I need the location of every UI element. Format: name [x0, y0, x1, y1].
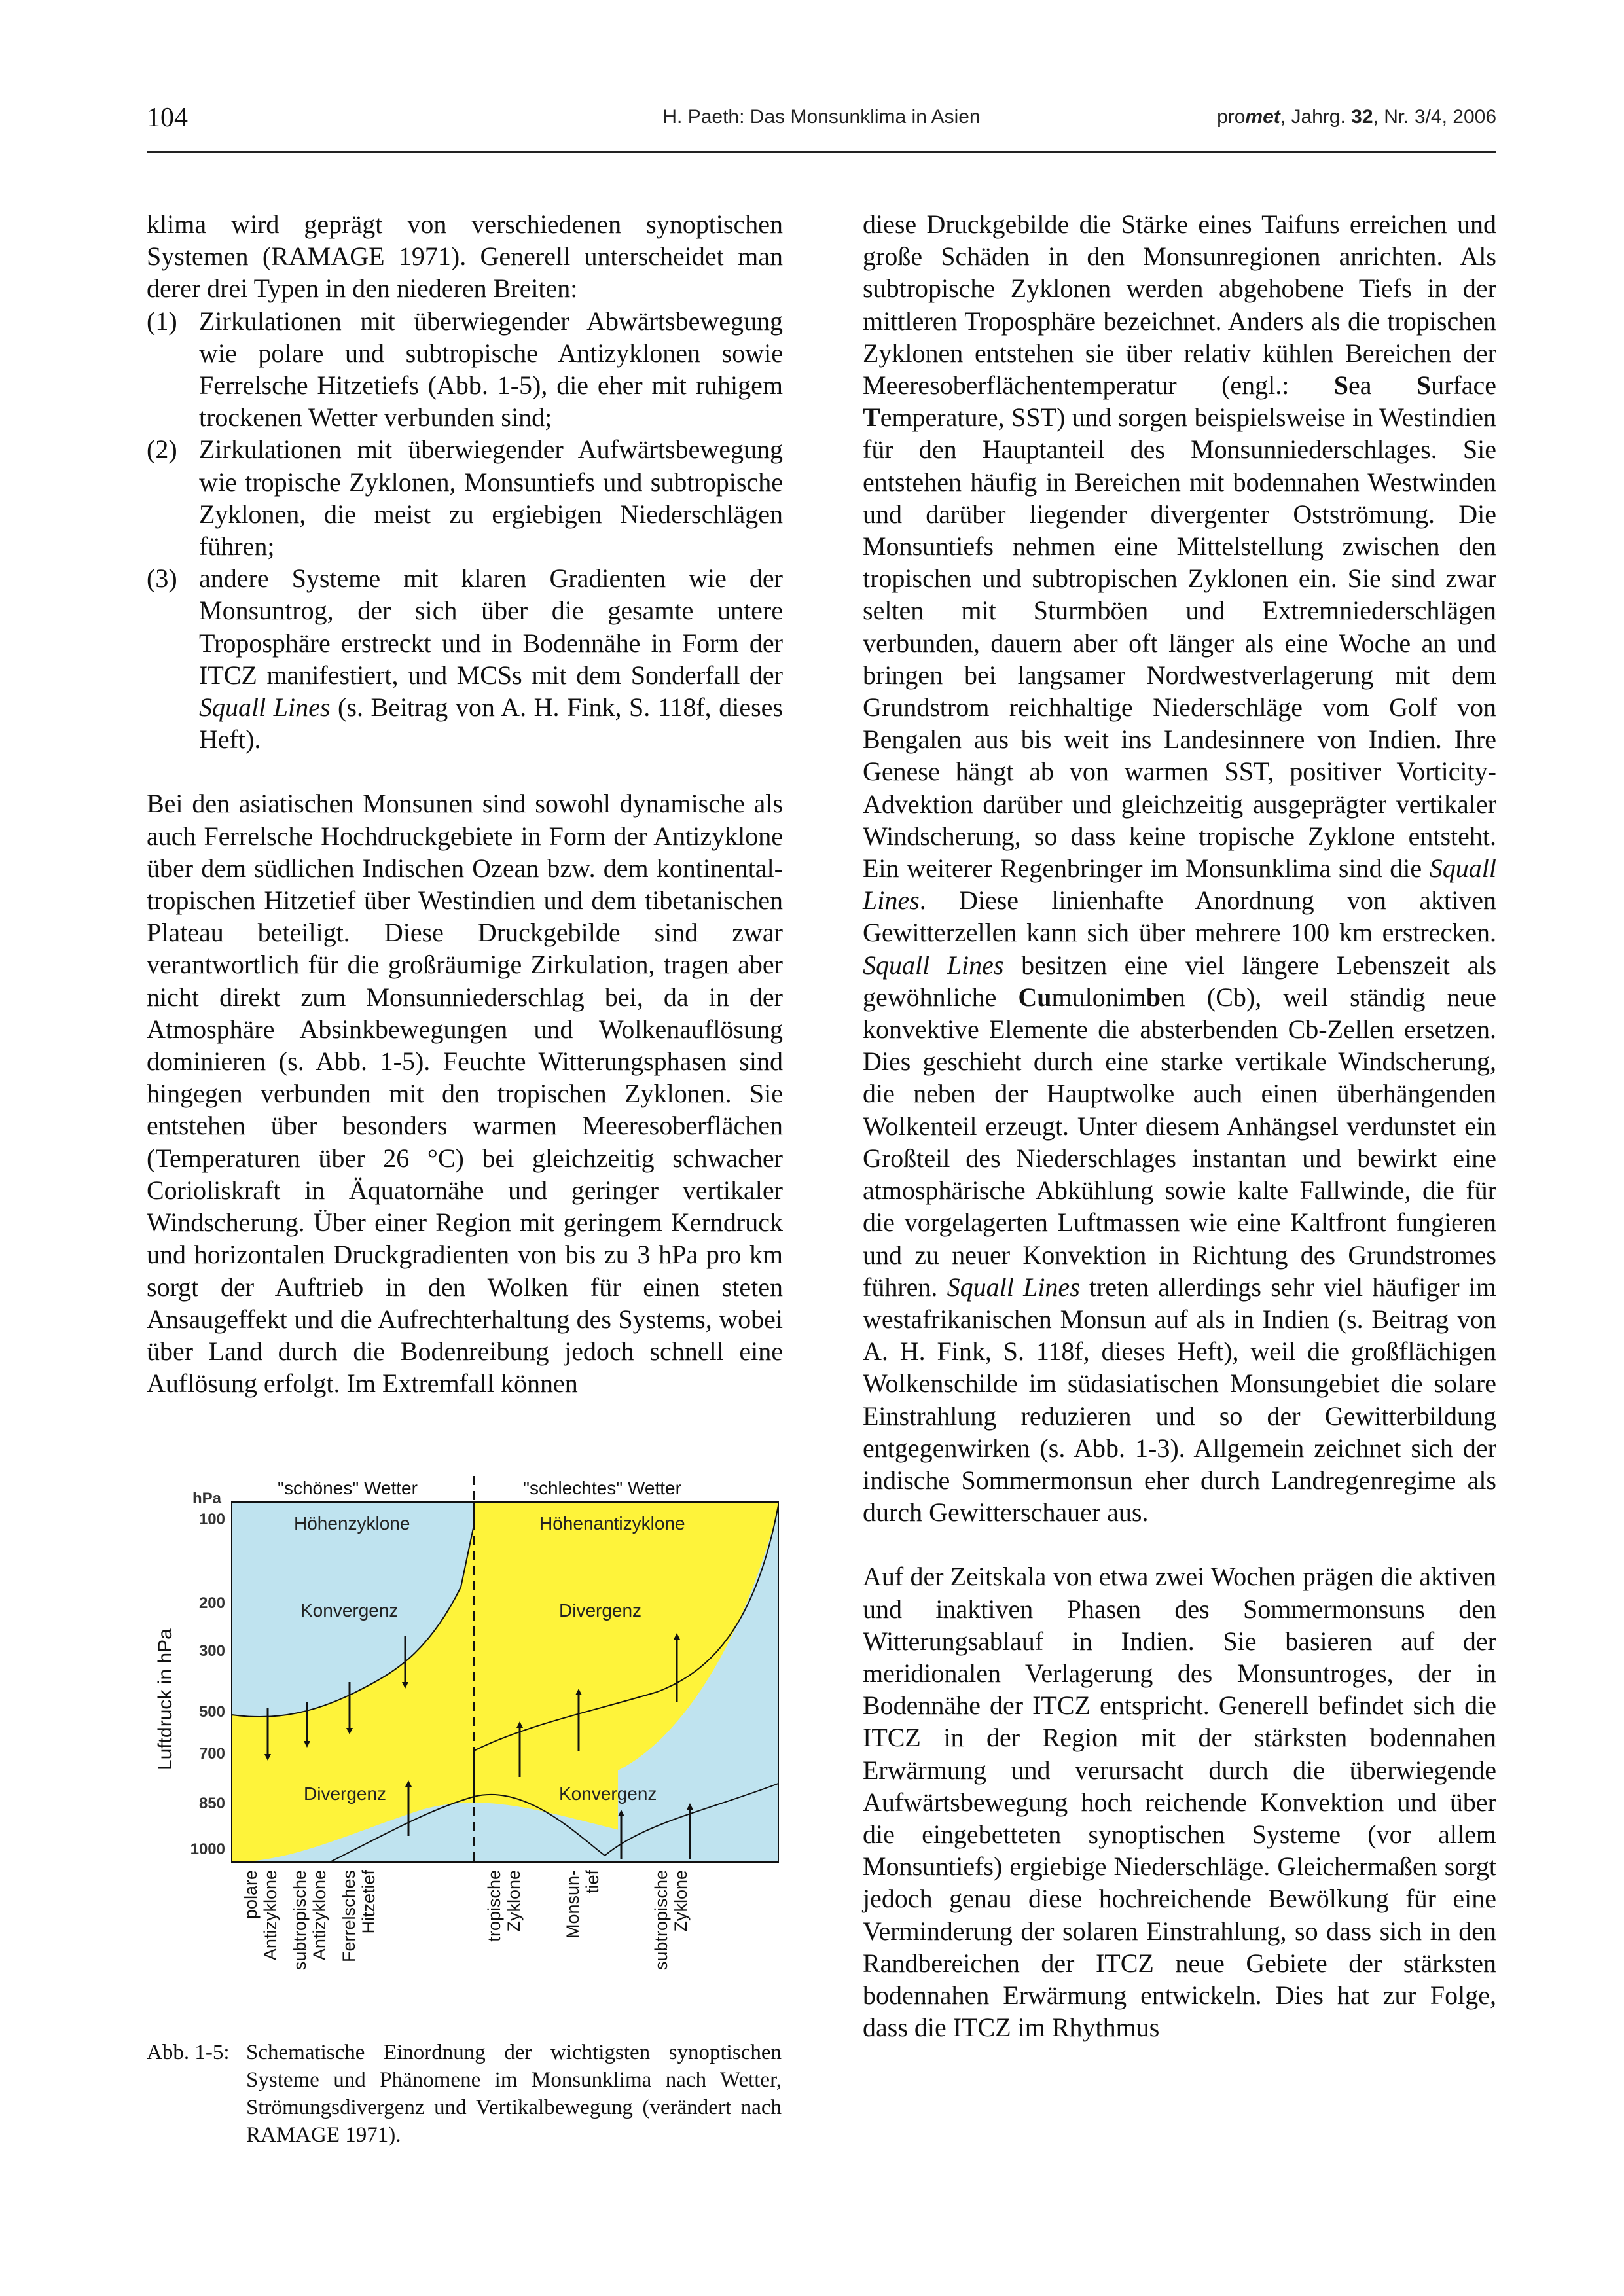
x-label-line2: Zyklone	[671, 1870, 691, 1932]
figure-caption	[147, 2039, 782, 2149]
x-label-line2: Hitzetief	[359, 1870, 378, 1934]
left-paragraph-2: Bei den asiatischen Monsunen sind sowohl dynamische als auch Ferrelsche Hochdruckgebiete in Form der Antizyklone über dem südlichen Indischen Ozean bzw. dem kontinental-tropischen Hitzetief über Westindien und dem tibetanischen Plateau beteiligt. Diese Druckgebilde sind zwar verantwortlich für die großräumige Zirkulation, tragen aber nicht direkt zum Monsunniederschlag bei, da in der Atmosphäre Absinkbewegungen und Wolkenauflösung dominieren (s. Abb. 1-5). Feuchte Witterungsphasen sind hingegen verbunden mit den tropischen Zyklonen. Sie entstehen über besonders warmen Meeresoberflächen (Temperaturen über 26 °C) bei gleichzeitig schwacher Corioliskraft in Äquatornähe und geringer vertikaler Windscherung. Über einer Region mit geringem Kerndruck und horizontalen Druckgradienten von bis zu 3 hPa pro km sorgt der Auftrieb in den Wolken für einen steten Ansaugeffekt und die Aufrechterhaltung des Systems, wobei über Land durch die Bodenreibung jedoch schnell eine Auflösung erfolgt. Im Extremfall können	[147, 789, 783, 1399]
divergenz-bottom-label: Divergenz	[304, 1784, 387, 1804]
y-tick: 850	[198, 1795, 225, 1812]
list-item: (2) Zirkulationen mit überwiegender Aufwärtsbewegung wie tropische Zyklonen, Monsuntiefs und subtropische Zyklonen, die meist zu ergiebigen Niederschlägen führen;	[147, 435, 783, 562]
right-column	[863, 208, 1496, 2043]
schlechtes-wetter-label: "schlechtes" Wetter	[523, 1478, 681, 1498]
x-label-line1: polare	[241, 1870, 261, 1920]
y-axis-label: Luftdruck in hPa	[154, 1628, 176, 1770]
divergenz-top-label: Divergenz	[559, 1600, 642, 1621]
x-label-line1: tropische	[484, 1870, 504, 1942]
konvergenz-bottom-label: Konvergenz	[559, 1784, 657, 1804]
left-intro-paragraph: klima wird geprägt von verschiedenen synoptischen Systemen (RAMAGE 1971). Generell unterscheidet man derer drei Typen in den niederen Breiten:	[147, 209, 783, 304]
y-unit-label: hPa	[192, 1490, 222, 1507]
left-column	[147, 208, 783, 1399]
page-header	[147, 98, 1496, 153]
x-label-line2: Zyklone	[504, 1870, 524, 1932]
y-tick: 300	[198, 1642, 225, 1660]
hoehenantizyklone-label: Höhenantizyklone	[539, 1513, 685, 1534]
schoenes-wetter-label: "schönes" Wetter	[278, 1478, 418, 1498]
right-paragraph-1: diese Druckgebilde die Stärke eines Taifuns erreichen und große Schäden in den Monsunregionen anrichten. Als subtropische Zyklonen werden abgehobene Tiefs in der mittleren Troposphäre bezeichnet. Anders als die tropischen Zyklonen entstehen sie über relativ kühlen Bereichen der Meeresoberflächentemperatur (engl.: Sea Surface Temperature, SST) und sorgen beispielsweise in Westindien für den Hauptanteil des Monsunniederschlages. Sie entstehen häufig in Bereichen mit bodennahen Westwinden und darüber liegender divergenter Ostströmung. Die Monsuntiefs nehmen eine Mittelstellung zwischen den tropischen und subtropischen Zyklonen ein. Sie sind zwar selten mit Sturmböen und Extremniederschlägen verbunden, dauern aber oft länger als eine Woche an und bringen bei langsamer Nordwestverlagerung mit dem Grundstrom reichhaltige Niederschläge vom Golf von Bengalen aus bis weit ins Landesinnere von Indien. Ihre Genese hängt ab von warmen SST, positiver Vorticity-Advektion darüber und gleichzeitig ausgeprägter vertikaler Windscherung, so dass keine tropische Zyklone entsteht. Ein weiterer Regenbringer im Monsunklima sind die Squall Lines. Diese linienhafte Anordnung von aktiven Gewitterzellen kann sich über mehrere 100 km erstrecken. Squall Lines besitzen eine viel längere Lebenszeit als gewöhnliche Cumulonimben (Cb), weil ständig neue konvektive Elemente die absterbenden Cb-Zellen ersetzen. Dies geschieht durch eine starke vertikale Windscherung, die neben der Hauptwolke auch einen überhängenden Wolkenteil erzeugt. Unter diesem Anhängsel verdunstet ein Großteil des Niederschlages instantan und bewirkt eine atmosphärische Abkühlung sowie kalte Fallwinde, die für die vorgelagerten Luftmassen wie eine Kaltfront fungieren und zu neuer Konvektion in Richtung des Grundstromes führen. Squall Lines treten allerdings sehr viel häufiger im westafrikanischen Monsun auf als in Indien (s. Beitrag von A. H. Fink, S. 118f, dieses Heft), weil die großflächigen Wolkenschilde im südasiatischen Monsungebiet die solare Einstrahlung reduzieren und so der Gewitterbildung entgegenwirken (s. Abb. 1-3). Allgemein zeichnet sich der indische Sommermonsun eher durch Landregenregime als durch Gewitterschauer aus.	[863, 209, 1497, 1528]
konvergenz-top-label: Konvergenz	[300, 1600, 399, 1621]
list-item: (1) Zirkulationen mit überwiegender Abwärtsbewegung wie polare und subtropische Antizyklonen sowie Ferrelsche Hitzetiefs (Abb. 1-5), die eher mit ruhigem trockenen Wetter verbunden sind;	[147, 306, 783, 433]
x-label-line1: subtropische	[290, 1870, 310, 1971]
x-label-line2: tief	[583, 1870, 602, 1894]
hoehenzyklone-label: Höhenzyklone	[294, 1513, 410, 1534]
y-tick: 700	[198, 1745, 225, 1763]
y-tick: 1000	[190, 1840, 225, 1858]
y-tick: 100	[198, 1511, 225, 1528]
y-tick: 200	[198, 1594, 225, 1612]
y-tick: 500	[198, 1703, 225, 1721]
x-label-line2: Antizyklone	[261, 1870, 280, 1961]
schematic-diagram	[147, 1469, 791, 2026]
x-label-line2: Antizyklone	[310, 1870, 329, 1961]
figure-abb-1-5	[147, 1469, 791, 2026]
x-label-line1: Monsun-	[563, 1870, 583, 1939]
caption-text: Schematische Einordnung der wichtigsten synoptischen Systeme und Phänomene im Monsunklima nach Wetter, Strömungsdivergenz und Vertikalbewegung (verändert nach RAMAGE 1971).	[246, 2041, 782, 2147]
x-label-line1: Ferrelsches	[339, 1870, 359, 1963]
x-label-line1: subtropische	[651, 1870, 671, 1971]
page-number: 104	[147, 103, 188, 133]
list-item: (3) andere Systeme mit klaren Gradienten wie der Monsuntrog, der sich über die gesamte untere Troposphäre erstreckt und in Bodennähe in Form der ITCZ manifestiert, und MCSs mit dem Sonderfall der Squall Lines (s. Beitrag von A. H. Fink, S. 118f, dieses Heft).	[147, 564, 783, 755]
right-paragraph-2: Auf der Zeitskala von etwa zwei Wochen prägen die aktiven und inaktiven Phasen des Sommermonsuns den Witterungsablauf in Indien. Sie basieren auf der meridionalen Verlagerung des Monsuntroges, der in Bodennähe der ITCZ entspricht. Generell befindet sich die ITCZ in der Region mit der stärksten bodennahen Erwärmung und verursacht durch die überwiegende Aufwärtsbewegung hoch reichende Konvektion und über die eingebetteten synoptischen Systeme (vor allem Monsuntiefs) ergiebige Niederschläge. Gleichermaßen sorgt jedoch genau diese hochreichende Bewölkung für eine Verminderung der solaren Einstrahlung, so dass sich in den Randbereichen der ITCZ neue Gebiete der stärksten bodennahen Erwärmung entwickeln. Dies hat zur Folge, dass die ITCZ im Rhythmus	[863, 1562, 1496, 2043]
running-title: H. Paeth: Das Monsunklima in Asien	[662, 106, 981, 128]
caption-label: Abb. 1-5:	[147, 2041, 230, 2064]
journal-reference: promet, Jahrg. 32, Nr. 3/4, 2006	[1217, 106, 1496, 128]
